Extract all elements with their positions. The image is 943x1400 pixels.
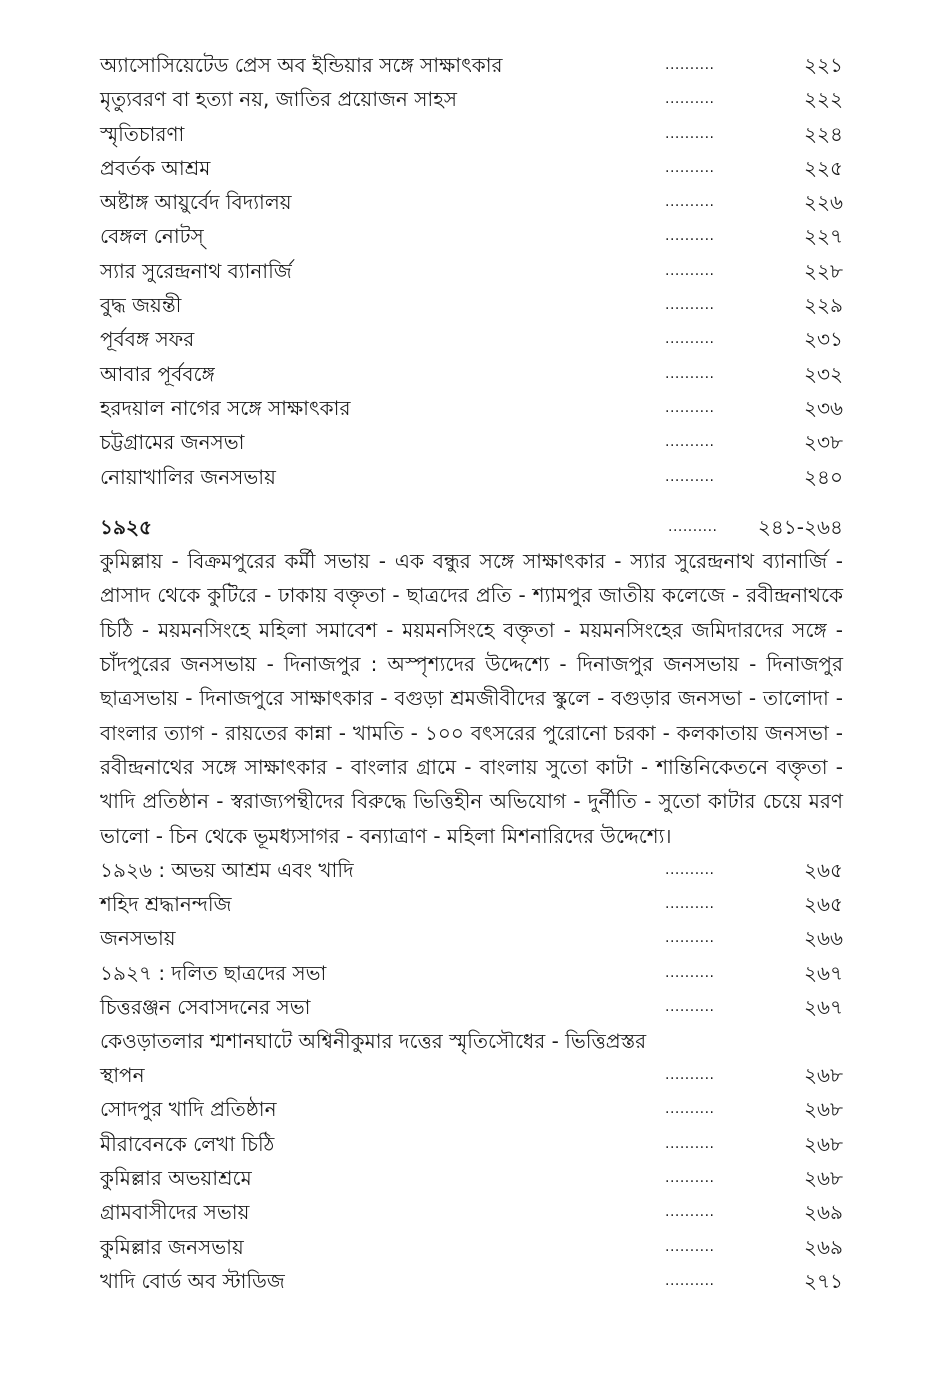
- toc-entry: [100, 254, 843, 288]
- toc-entry: [100, 1161, 843, 1195]
- leader-dots: ..........: [668, 518, 718, 535]
- leader-dots: ..........: [665, 331, 715, 348]
- entry-title: বেঙ্গল নোটস্: [100, 224, 204, 249]
- entry-title: অষ্টাঙ্গ আয়ুর্বেদ বিদ্যালয়: [100, 190, 292, 215]
- entry-title: মীরাবেনকে লেখা চিঠি: [100, 1131, 275, 1156]
- leader-dots: ..........: [665, 999, 715, 1016]
- page-number: ২২৮: [804, 258, 843, 283]
- entry-title: ১৯২৬ : অভয় আশ্রম এবং খাদি: [100, 857, 354, 882]
- toc-entry: [100, 1024, 843, 1092]
- toc-entry: [100, 48, 843, 82]
- year-1925-summary: কুমিল্লায় - বিক্রমপুরের কর্মী সভায় - এক বন্ধুর সঙ্গে সাক্ষাৎকার - স্যার সুরেন্দ্রনাথ ব্যানার্জি - প্রাসাদ থেকে কুটিরে - ঢাকায় বক্তৃতা - ছাত্রদের প্রতি - শ্যামপুর জাতীয় কলেজে - রবীন্দ্রনাথকে চিঠি - ময়মনসিংহে মহিলা সমাবেশ - ময়মনসিংহে বক্তৃতা - ময়মনসিংহের জমিদারদের সঙ্গে - চাঁদপুরের জনসভায় - দিনাজপুর : অস্পৃশ্যদের উদ্দেশ্যে - দিনাজপুর জনসভায় - দিনাজপুর ছাত্রসভায় - দিনাজপুরে সাক্ষাৎকার - বগুড়া শ্রমজীবীদের স্কুলে - বগুড়ার জনসভা - তালোদা - বাংলার ত্যাগ - রায়তের কান্না - খামতি - ১০০ বৎসরের পুরোনো চরকা - কলকাতায় জনসভা - রবীন্দ্রনাথের সঙ্গে সাক্ষাৎকার - বাংলার গ্রামে - বাংলায় সুতো কাটা - শান্তিনিকেতনে বক্তৃতা - খাদি প্রতিষ্ঠান - স্বরাজ্যপন্থীদের বিরুদ্ধে ভিত্তিহীন অভিযোগ - দুর্নীতি - সুতো কাটার চেয়ে মরণ ভালো - চিন থেকে ভূমধ্যসাগর - বন্যাত্রাণ - মহিলা মিশনারিদের উদ্দেশ্যে।: [100, 549, 843, 848]
- entry-title: মৃত্যুবরণ বা হত্যা নয়, জাতির প্রয়োজন সাহস: [100, 87, 457, 112]
- leader-dots: ..........: [665, 930, 715, 947]
- leader-dots: ..........: [665, 365, 715, 382]
- leader-dots: ..........: [665, 125, 715, 142]
- leader-dots: ..........: [665, 1204, 715, 1221]
- toc-entry: [100, 887, 843, 921]
- toc-entry: [100, 219, 843, 253]
- page-number: ২৪০: [804, 464, 843, 489]
- leader-dots: ..........: [665, 468, 715, 485]
- entry-title: আবার পূর্ববঙ্গে: [100, 361, 215, 386]
- leader-dots: ..........: [665, 1169, 715, 1186]
- toc-entry: [100, 357, 843, 391]
- leader-dots: ..........: [665, 434, 715, 451]
- entry-title: স্মৃতিচারণা: [100, 121, 185, 146]
- page-number: ২২২: [803, 87, 843, 112]
- page-number: ২৬৬: [803, 926, 843, 951]
- page-number: ২২৬: [803, 190, 843, 215]
- year-label: ১৯২৫: [100, 514, 152, 539]
- toc-entry: [100, 1127, 843, 1161]
- entry-title: স্যার সুরেন্দ্রনাথ ব্যানার্জি: [100, 258, 292, 283]
- page-number: ২৬৮: [804, 1165, 843, 1190]
- toc-entry: [100, 956, 843, 990]
- entry-title: চিত্তরঞ্জন সেবাসদনের সভা: [100, 995, 311, 1020]
- entry-title: চট্টগ্রামের জনসভা: [100, 430, 245, 455]
- page-number: ২৩২: [803, 361, 843, 386]
- entry-title: গ্রামবাসীদের সভায়: [100, 1200, 250, 1225]
- toc-entry: [100, 1092, 843, 1126]
- toc-entry: [100, 1230, 843, 1264]
- page-number: ২৩৬: [803, 395, 843, 420]
- toc-year-heading-1925: [100, 510, 843, 544]
- entry-title: বুদ্ধ জয়ন্তী: [100, 293, 182, 318]
- toc-entry: [100, 185, 843, 219]
- entry-title: খাদি বোর্ড অব স্টাডিজ: [100, 1268, 285, 1293]
- toc-entry: [100, 288, 843, 322]
- page-number: ২২৭: [803, 224, 843, 249]
- page-range: ২৪১-২৬৪: [757, 514, 843, 539]
- toc-list-1924: [100, 48, 843, 494]
- leader-dots: ..........: [665, 964, 715, 981]
- toc-entry: [100, 391, 843, 425]
- page-number: ২২১: [804, 53, 843, 77]
- toc-entry: [100, 151, 843, 185]
- page-number: ২৭১: [804, 1268, 843, 1293]
- leader-dots: ..........: [665, 91, 715, 108]
- toc-entry: [100, 853, 843, 887]
- leader-dots: ..........: [665, 194, 715, 211]
- toc-entry: [100, 1264, 843, 1298]
- page-number: ২৬৯: [804, 1234, 843, 1259]
- leader-dots: ..........: [665, 297, 715, 314]
- entry-title: কুমিল্লার অভয়াশ্রমে: [100, 1165, 252, 1190]
- entry-title: প্রবর্তক আশ্রম: [100, 155, 211, 180]
- page-number: ২৩৮: [804, 430, 843, 455]
- toc-entry: [100, 425, 843, 459]
- page-number: ২৬৮: [804, 1063, 843, 1088]
- toc-entry: [100, 117, 843, 151]
- leader-dots: ..........: [665, 896, 715, 913]
- leader-dots: ..........: [665, 399, 715, 416]
- page-number: ২৬৫: [804, 892, 843, 917]
- page-number: ২২৯: [804, 293, 843, 318]
- page-number: ২৬৭: [803, 995, 843, 1020]
- entry-title: শহিদ শ্রদ্ধানন্দজি: [100, 892, 232, 917]
- leader-dots: ..........: [665, 159, 715, 176]
- toc-entry: [100, 322, 843, 356]
- toc-entry: [100, 460, 843, 494]
- page-number: ২২৫: [804, 155, 843, 180]
- leader-dots: ..........: [665, 1101, 715, 1118]
- entry-title: কেওড়াতলার শ্মশানঘাটে অশ্বিনীকুমার দত্তের স্মৃতিসৌধের - ভিত্তিপ্রস্তর স্থাপন: [100, 1029, 647, 1088]
- entry-title: জনসভায়: [100, 926, 176, 951]
- page-number: ২৬৮: [804, 1131, 843, 1156]
- entry-title: সোদপুর খাদি প্রতিষ্ঠান: [100, 1097, 277, 1122]
- leader-dots: ..........: [665, 1272, 715, 1289]
- page-number: ২৩১: [804, 327, 843, 352]
- toc-list-1926-1927: [100, 853, 843, 1298]
- entry-title: ১৯২৭ : দলিত ছাত্রদের সভা: [100, 960, 327, 985]
- toc-entry: [100, 921, 843, 955]
- leader-dots: ..........: [665, 861, 715, 878]
- page-number: ২৬৮: [804, 1097, 843, 1122]
- leader-dots: ..........: [665, 1067, 715, 1084]
- leader-dots: ..........: [665, 262, 715, 279]
- entry-title: হরদয়াল নাগের সঙ্গে সাক্ষাৎকার: [100, 395, 351, 420]
- entry-title: নোয়াখালির জনসভায়: [100, 464, 276, 489]
- leader-dots: ..........: [665, 1135, 715, 1152]
- page-number: ২৬৭: [803, 960, 843, 985]
- toc-entry: [100, 990, 843, 1024]
- toc-entry: [100, 82, 843, 116]
- entry-title: অ্যাসোসিয়েটেড প্রেস অব ইন্ডিয়ার সঙ্গে সাক্ষাৎকার: [100, 53, 503, 77]
- page-number: ২৬৫: [804, 857, 843, 882]
- leader-dots: ..........: [665, 228, 715, 245]
- leader-dots: ..........: [665, 1238, 715, 1255]
- entry-title: পূর্ববঙ্গ সফর: [100, 327, 195, 352]
- leader-dots: ..........: [665, 57, 715, 73]
- toc-entry: [100, 1195, 843, 1229]
- table-of-contents: [100, 48, 843, 1298]
- page-number: ২২৪: [804, 121, 843, 146]
- page-number: ২৬৯: [804, 1200, 843, 1225]
- entry-title: কুমিল্লার জনসভায়: [100, 1234, 244, 1259]
